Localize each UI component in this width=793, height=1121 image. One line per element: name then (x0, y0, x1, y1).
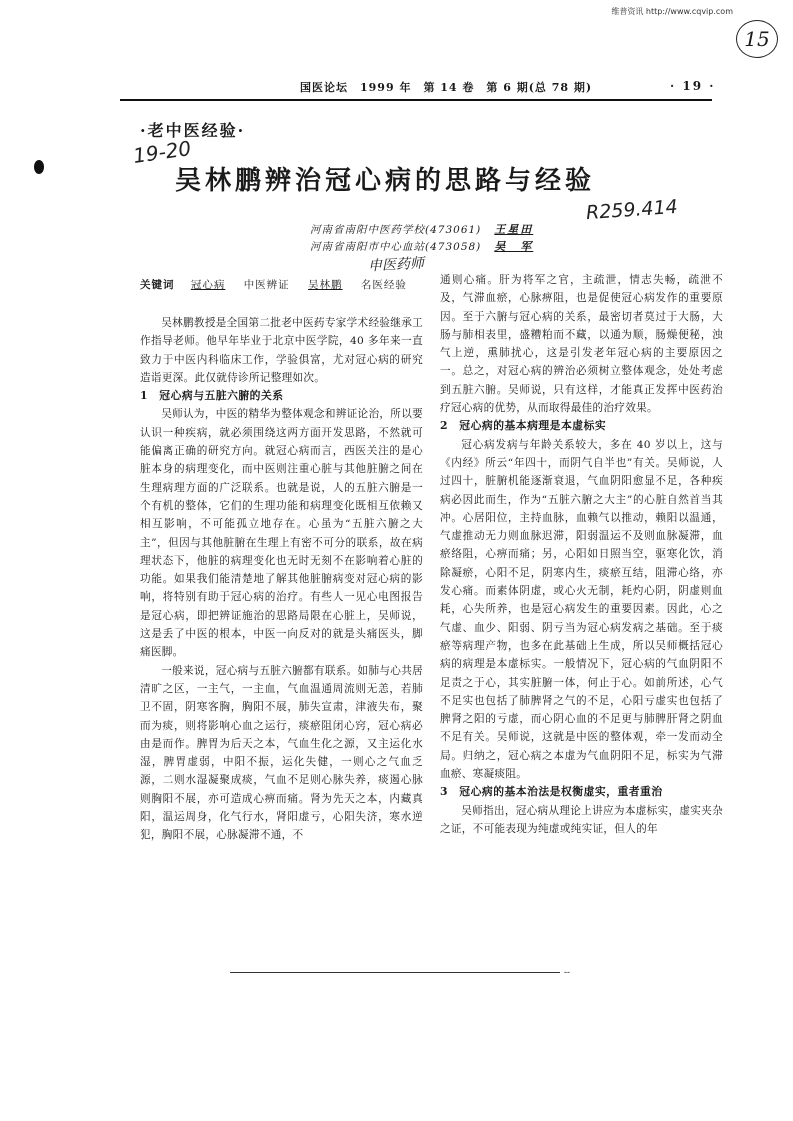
page-number: · 19 · (670, 79, 716, 93)
author-affiliation: 河南省南阳中医药学校(473061) (310, 224, 482, 236)
keywords-line (140, 277, 421, 292)
left-column (140, 314, 423, 845)
author-affiliation: 河南省南阳市中心血站(473058) (310, 241, 482, 253)
author-name: 吴 军 (494, 240, 534, 253)
section-heading: 2 冠心病的基本病理是本虚标实 (440, 419, 607, 433)
column-label: ·老中医经验· (140, 121, 246, 140)
footer-tail: -- (564, 968, 571, 978)
intro-paragraph: 吴林鹏教授是全国第二批老中医药专家学术经验继承工作指导老师。他早年毕业于北京中医学院，40 多年来一直致力于中医内科临床工作，学验俱富，尤对冠心病的研究造诣更深。此仅就侍诊所记整理如次。 (140, 317, 423, 384)
section-heading: 3 冠心病的基本治法是权衡虚实，重者重治 (440, 785, 663, 799)
body-paragraph: 冠心病发病与年龄关系较大，多在 40 岁以上，这与《内经》所云“年四十，而阴气自半也”有关。吴师说，人过四十，脏腑机能逐渐衰退，气血阴阳愈显不足，各种疾病必因此而生，作为“五脏六腑之大主”的心脏自然首当其冲。心居阳位，主持血脉，血赖气以推动，赖阳以温通，气虚推动无力则血脉迟滞，阳弱温运不及则血脉凝滞，血瘀络阻，心痹而痛；另，心阳如日照当空，驱寒化饮，消除凝瘀，心阳不足，阴寒内生，痰瘀互结，阻滞心络，亦发心痛。而素体阴虚，或心火无制，耗灼心阴，阴虚则血耗，心失所养，也是冠心病发生的重要因素。因此，心之气虚、血少、阳弱、阴亏当为冠心病发病之基础。至于痰瘀等病理产物，也多在此基础上生成，所以吴师概括冠心病的病理是本虚标实。一般情况下，冠心病的气血阴阳不足责之于心，其实脏腑一体，何止于心。如前所述，心气不足实也包括了肺脾肾之气的不足，心阳亏虚实也包括了脾肾之阳的亏虚，而心阴心血的不足更与肺脾肝肾之阴血不足有关。吴师说，这就是中医的整体观，牵一发而动全局。归纳之，冠心病之本虚为气血阴阳不足，标实为气滞血瘀、寒凝痰阻。 (440, 438, 723, 781)
body-paragraph: 一般来说，冠心病与五脏六腑都有联系。如肺与心共居清旷之区，一主气，一主血，气血温通周流则无恙，若肺卫不固，阴寒客胸，胸阳不展，肺失宣肃，津液失布，聚而为痰，则将影响心血之运行，痰瘀阻闭心窍，冠心病必由是而作。脾胃为后天之本，气血生化之源，又主运化水湿，脾胃虚弱，中阳不振，运化失健，一则心之气血乏源，二则水湿凝聚成痰，气血不足则心脉失养，痰遏心脉则胸阳不展，亦可造成心痹而痛。肾为先天之本，内藏真阳，温运周身，化气行水，肾阳虚亏，心阳失济，寒水逆犯，胸阳不展，心脉凝滞不通，不 (140, 664, 423, 842)
margin-dot (34, 160, 44, 174)
handwritten-page-range: 19-20 (131, 136, 193, 168)
body-paragraph-continued: 通则心痛。肝为将军之官，主疏泄，情志失畅，疏泄不及，气滞血瘀，心脉痹阻，也是促使冠心病发作的重要原因。至于六腑与冠心病的关系，最密切者莫过于大肠，大肠与肺相表里，盛糟粕而不藏，以通为顺，肠燥便秘，浊气上逆，熏肺扰心，这是引发老年冠心病的主要原因之一。总之，对冠心病的辨治必须树立整体观念，处处考虑到五脏六腑。吴师说，只有这样，才能真正发挥中医药治疗冠心病的优势，从而取得最佳的治疗效果。 (440, 274, 723, 415)
footer-rule (230, 972, 560, 973)
handwritten-page-mark: 15 (736, 20, 778, 58)
article-title: 吴林鹏辨治冠心病的思路与经验 (175, 166, 596, 196)
running-header: 国医论坛 1999 年 第 14 卷 第 6 期(总 78 期) (300, 81, 593, 94)
author-row-1 (310, 221, 533, 237)
keyword: 冠心病 (190, 279, 226, 291)
keywords-label: 关键词 (140, 279, 175, 291)
header-rule (120, 99, 712, 101)
body-paragraph: 吴师指出，冠心病从理论上讲应为本虚标实，虚实夹杂之证，不可能表现为纯虚或纯实证，但人的年 (440, 804, 723, 835)
watermark-text: 维普资讯 http://www.cqvip.com (611, 7, 733, 16)
handwritten-names: 申医药师 (367, 255, 425, 275)
section-heading: 1 冠心病与五脏六腑的关系 (140, 389, 284, 403)
keyword: 中医辨证 (243, 279, 290, 291)
keyword: 名医经验 (360, 279, 407, 291)
body-paragraph: 吴师认为，中医的精华为整体观念和辨证论治，所以要认识一种疾病，就必须围绕这两方面开发思路，不然就可能偏离正确的研究方向。就冠心病而言，西医关注的是心脏本身的病理变化，而中医则注重心脏与其他脏腑之间在生理病理方面的广泛联系。也就是说，人的五脏六腑是一个有机的整体，它们的生理功能和病理变化既相互依赖又相互影响，不可能孤立地存在。心虽为“五脏六腑之大主”，但因与其他脏腑在生理上有密不可分的联系，故在病理状态下，他脏的病理变化也无时无刻不在影响着心脏的功能。如果我们能清楚地了解其他脏腑病变对冠心病的影响，将特别有助于冠心病的治疗。有些人一见心电图报告是冠心病，即把辨证施治的思路局限在心脏上，吴师说，这是丢了中医的根本，中医一向反对的就是头痛医头，脚痛医脚。 (140, 408, 423, 659)
handwritten-classification: R259.414 (585, 195, 679, 225)
keyword: 吴林鹏 (308, 279, 343, 291)
author-name: 王星田 (494, 223, 534, 236)
right-column (440, 271, 723, 838)
